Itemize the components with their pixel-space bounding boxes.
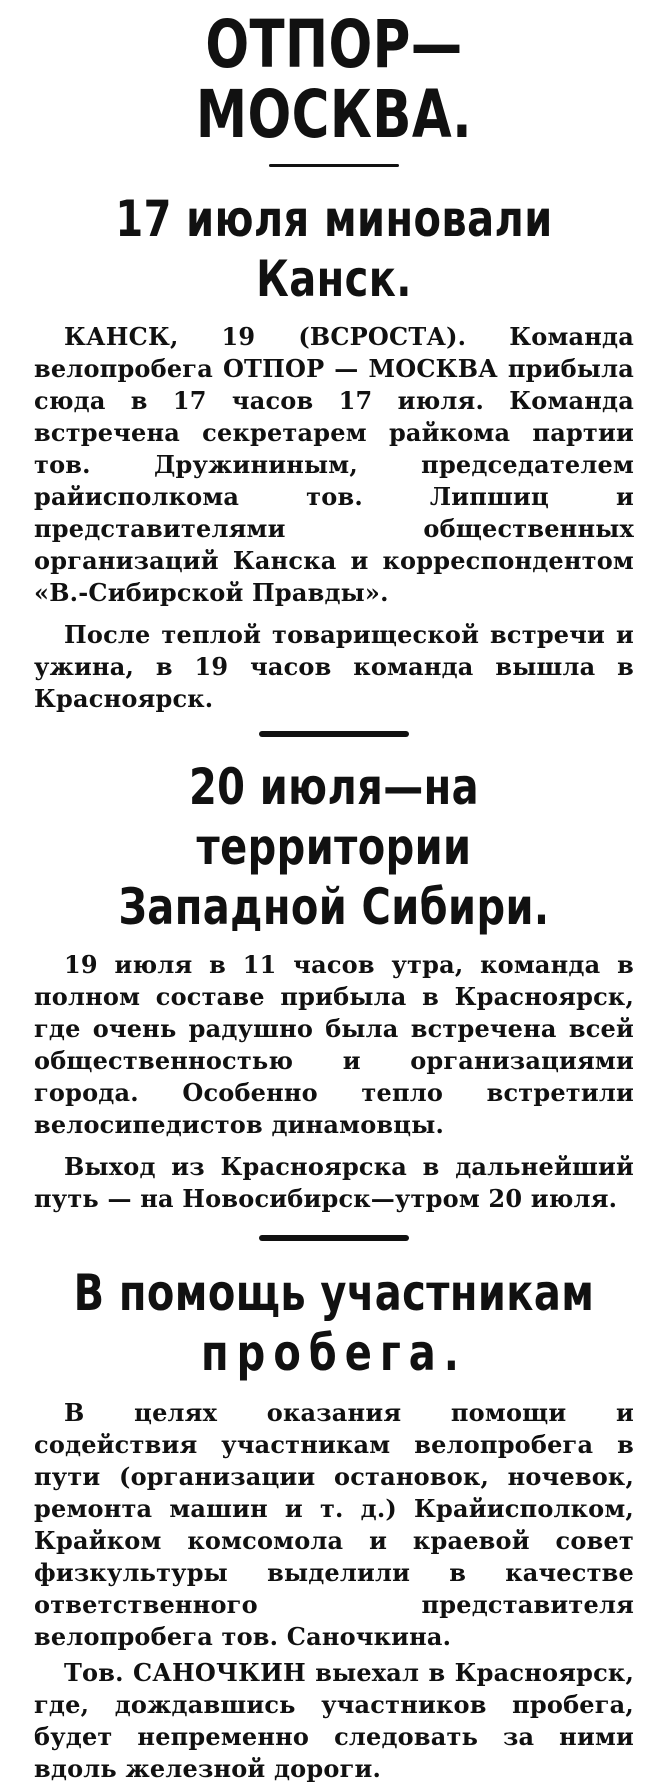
section-1-paragraph-2: После теплой товарищеской встречи и ужина, в 19 часов команда вышла в Красноярск.: [34, 620, 634, 713]
section-3-paragraph-1: В целях оказания помощи и содействия участникам велопробега в пути (организации остановок, ночевок, ремонта машин и т. д.) Крайисполком, Крайком комсомола и краевой совет физкультуры выделили в качестве ответственного представителя велопробега тов. Саночкина.: [34, 1398, 634, 1651]
section-3-heading-line-1: В помощь участникам: [73, 1264, 595, 1322]
section-1-body: [34, 321, 634, 715]
section-2-paragraph-2: Выход из Красноярска в дальнейший путь — на Новосибирск—утром 20 июля.: [34, 1152, 634, 1213]
section-3-body: [34, 1397, 634, 1785]
section-1-divider: [259, 731, 409, 737]
section-3-paragraph-2: Тов. САНОЧКИН выехал в Красноярск, где, дождавшись участников пробега, будет непременно следовать за ними вдоль железной дороги.: [34, 1658, 634, 1783]
main-title: ОТПОР—МОСКВА.: [195, 6, 473, 153]
section-2-heading-line-1: 20 июля—на территории: [188, 758, 480, 876]
section-1-paragraph-1: КАНСК, 19 (ВСРОСТА). Команда велопробега ОТПОР — МОСКВА прибыла сюда в 17 часов 17 июля. Команда встречена секретарем райкома партии тов. Дружининым, председателем райисполкома тов. Липшиц и представителями общественных организаций Канска и корреспондентом «В.-Сибирской Правды».: [34, 322, 634, 607]
title-divider: [269, 164, 399, 167]
section-3-heading-line-2: пробега.: [201, 1324, 467, 1382]
section-1-heading: 17 июля миновали Канск.: [115, 190, 553, 308]
section-2-heading-line-2: Западной Сибири.: [118, 878, 550, 936]
section-2-body: [34, 949, 634, 1215]
section-2-paragraph-1: 19 июля в 11 часов утра, команда в полном составе прибыла в Красноярск, где очень радушно была встречена всей общественностью и организациями города. Особенно тепло встретили велосипедистов динамовцы.: [34, 950, 634, 1139]
section-2-divider: [259, 1235, 409, 1241]
